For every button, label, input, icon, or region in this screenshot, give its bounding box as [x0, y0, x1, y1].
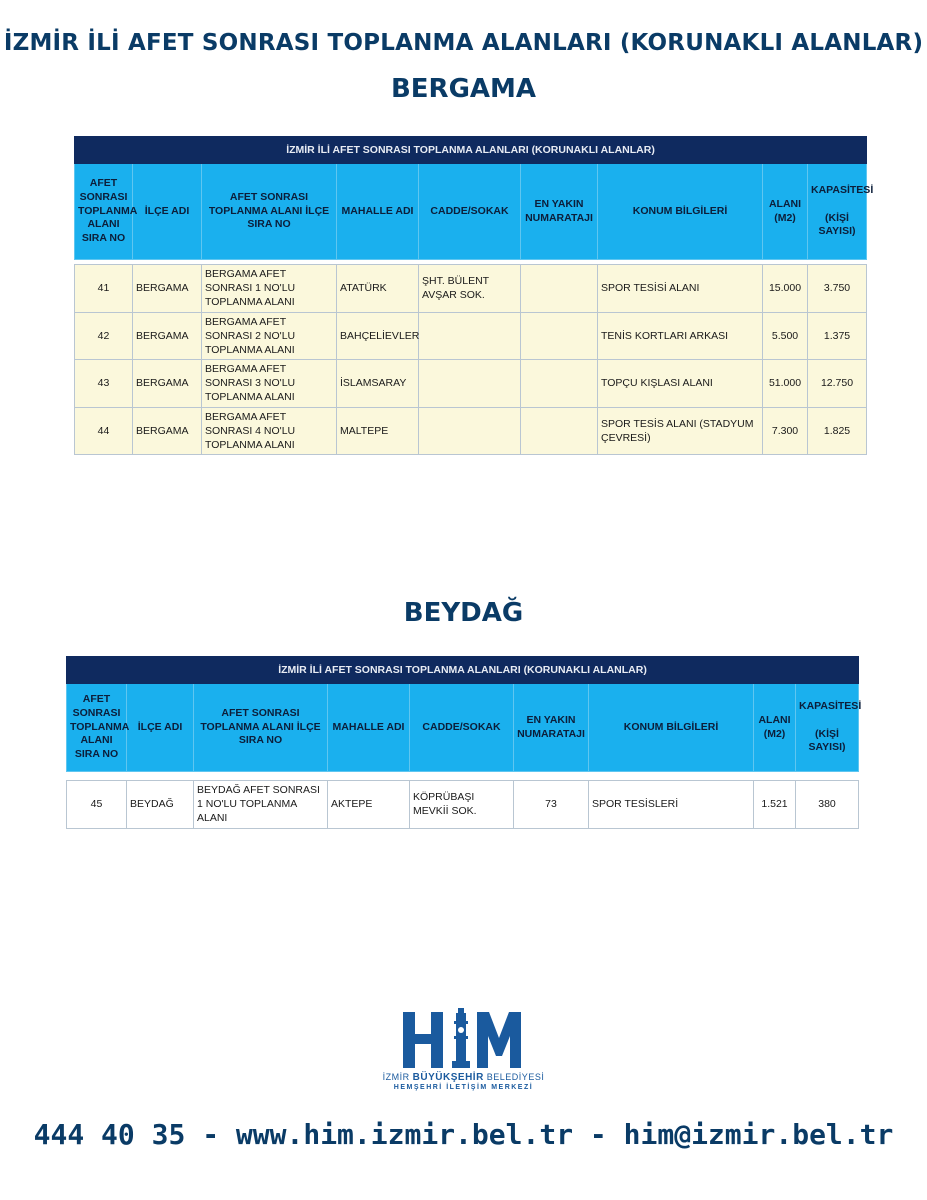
table-beydag [66, 656, 862, 829]
table-cell [521, 265, 598, 313]
col-header-alan: AFET SONRASI TOPLANMA ALANI İLÇE SIRA NO [202, 164, 337, 260]
table-cell: TOPÇU KIŞLASI ALANI [598, 360, 763, 408]
contact-line: 444 40 35 - www.him.izmir.bel.tr - him@izmir.bel.tr [33, 1118, 894, 1151]
table-row [75, 265, 867, 313]
table-cell: 5.500 [763, 312, 808, 360]
table-cell: 44 [75, 407, 133, 455]
table-cell: 51.000 [763, 360, 808, 408]
table-cell: SPOR TESİSLERİ [589, 781, 754, 829]
table-header-row [75, 164, 867, 260]
section-heading-beydag: BEYDAĞ [403, 598, 524, 628]
table-cell: İSLAMSARAY [337, 360, 419, 408]
table-cell: BERGAMA AFET SONRASI 2 NO'LU TOPLANMA ALANI [202, 312, 337, 360]
table-cell: MALTEPE [337, 407, 419, 455]
table-cell [419, 312, 521, 360]
col-header-cadde: CADDE/SOKAK [410, 684, 514, 772]
col-header-konum: KONUM BİLGİLERİ [598, 164, 763, 260]
col-header-kapasite: KAPASİTESİ (KİŞİ SAYISI) [796, 684, 859, 772]
col-header-numarataj: EN YAKIN NUMARATAJI [514, 684, 589, 772]
table-cell: 7.300 [763, 407, 808, 455]
table-cell [521, 407, 598, 455]
table-cell: 45 [67, 781, 127, 829]
table-cell: 41 [75, 265, 133, 313]
him-logo-mark-icon [401, 1008, 527, 1070]
table-cell: 3.750 [808, 265, 867, 313]
col-header-cadde: CADDE/SOKAK [419, 164, 521, 260]
table-row [67, 781, 859, 829]
table-cell: 1.825 [808, 407, 867, 455]
table-cell: SPOR TESİS ALANI (STADYUM ÇEVRESİ) [598, 407, 763, 455]
col-header-sira: AFET SONRASI TOPLANMA ALANI SIRA NO [67, 684, 127, 772]
table-cell: BERGAMA AFET SONRASI 1 NO'LU TOPLANMA ALANI [202, 265, 337, 313]
table-cell: BEYDAĞ [127, 781, 194, 829]
section-heading-bergama: BERGAMA [390, 74, 537, 104]
table-cell: BERGAMA AFET SONRASI 4 NO'LU TOPLANMA ALANI [202, 407, 337, 455]
col-header-ilce: İLÇE ADI [133, 164, 202, 260]
table-cell: BERGAMA [133, 312, 202, 360]
table-cell: AKTEPE [328, 781, 410, 829]
col-header-konum: KONUM BİLGİLERİ [589, 684, 754, 772]
col-header-alan: AFET SONRASI TOPLANMA ALANI İLÇE SIRA NO [194, 684, 328, 772]
table-cell: ŞHT. BÜLENT AVŞAR SOK. [419, 265, 521, 313]
table-cell: TENİS KORTLARI ARKASI [598, 312, 763, 360]
table-bergama [74, 136, 874, 455]
table-cell: SPOR TESİSİ ALANI [598, 265, 763, 313]
table-row [75, 312, 867, 360]
table-cell: BAHÇELİEVLER [337, 312, 419, 360]
table-cell: BERGAMA [133, 265, 202, 313]
table-cell [419, 360, 521, 408]
col-header-mahalle: MAHALLE ADI [328, 684, 410, 772]
col-header-alani: ALANI (M2) [754, 684, 796, 772]
table-cell: BERGAMA [133, 360, 202, 408]
table-title-bar: İZMİR İLİ AFET SONRASI TOPLANMA ALANLARI (KORUNAKLI ALANLAR) [67, 657, 859, 684]
logo-line-2: HEMŞEHRİ İLETİŞİM MERKEZİ [393, 1084, 534, 1091]
table-cell: BEYDAĞ AFET SONRASI 1 NO'LU TOPLANMA ALANI [194, 781, 328, 829]
table-row [75, 407, 867, 455]
table-cell: 12.750 [808, 360, 867, 408]
table-title-bar: İZMİR İLİ AFET SONRASI TOPLANMA ALANLARI (KORUNAKLI ALANLAR) [75, 137, 867, 164]
table-cell: 15.000 [763, 265, 808, 313]
col-header-kapasite: KAPASİTESİ (KİŞİ SAYISI) [808, 164, 867, 260]
him-logo [0, 1008, 927, 1074]
table-cell: 380 [796, 781, 859, 829]
page-title: İZMİR İLİ AFET SONRASI TOPLANMA ALANLARI (KORUNAKLI ALANLAR) [3, 30, 924, 56]
table-cell: 43 [75, 360, 133, 408]
table-cell: 1.521 [754, 781, 796, 829]
logo-line-1: İZMİR BÜYÜKŞEHİR BELEDİYESİ [382, 1072, 545, 1083]
table-header-row [67, 684, 859, 772]
col-header-ilce: İLÇE ADI [127, 684, 194, 772]
table-cell: BERGAMA AFET SONRASI 3 NO'LU TOPLANMA ALANI [202, 360, 337, 408]
table-cell: 42 [75, 312, 133, 360]
col-header-mahalle: MAHALLE ADI [337, 164, 419, 260]
table-cell [521, 360, 598, 408]
table-cell: 1.375 [808, 312, 867, 360]
table-cell [419, 407, 521, 455]
col-header-sira: AFET SONRASI TOPLANMA ALANI SIRA NO [75, 164, 133, 260]
table-cell [521, 312, 598, 360]
table-row [75, 360, 867, 408]
table-cell: ATATÜRK [337, 265, 419, 313]
table-cell [67, 772, 859, 781]
col-header-alani: ALANI (M2) [763, 164, 808, 260]
table-cell: KÖPRÜBAŞI MEVKİİ SOK. [410, 781, 514, 829]
table-cell: BERGAMA [133, 407, 202, 455]
table-cell: 73 [514, 781, 589, 829]
col-header-numarataj: EN YAKIN NUMARATAJI [521, 164, 598, 260]
